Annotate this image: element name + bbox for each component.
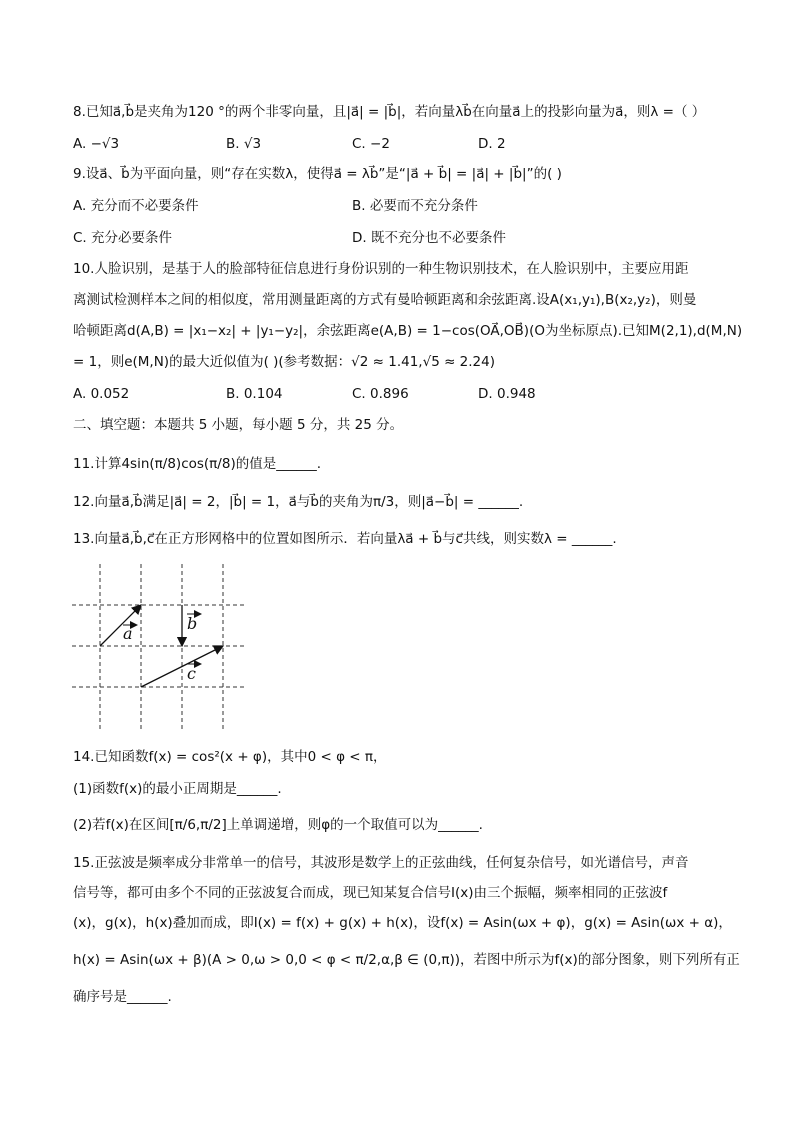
q8-option-a: A. −√3 <box>73 136 120 152</box>
q13-stem: 13.向量a⃗,b⃗,c⃗在正方形网格中的位置如图所示．若向量λa⃗ + b⃗与c⃗共线，则实数λ = ______. <box>73 531 617 547</box>
q15-line-4: h(x) = Asin(ωx + β)(A > 0,ω > 0,0 < φ < π/2,α,β ∈ (0,π))，若图中所示为f(x)的部分图象，则下列所有正 <box>73 952 740 968</box>
q11-stem: 11.计算4sin(π/8)cos(π/8)的值是______. <box>73 456 322 472</box>
q9-option-a: A. 充分而不必要条件 <box>73 198 199 214</box>
vector-grid-figure <box>70 562 250 732</box>
q10-line-3: 哈顿距离d(A,B) = |x₁−x₂| + |y₁−y₂|，余弦距离e(A,B) = 1−cos(OA⃗,OB⃗)(O为坐标原点).已知M(2,1),d(M,N) <box>73 323 743 339</box>
q8-option-b: B. √3 <box>226 136 262 152</box>
q12-stem: 12.向量a⃗,b⃗满足|a⃗| = 2，|b⃗| = 1，a⃗与b⃗的夹角为π/3，则|a⃗−b⃗| = ______. <box>73 494 524 510</box>
q14-stem: 14.已知函数f(x) = cos²(x + φ)，其中0 < φ < π， <box>73 749 387 765</box>
q10-option-d: D. 0.948 <box>478 386 536 402</box>
q15-line-5: 确序号是______. <box>73 989 172 1005</box>
q10-option-b: B. 0.104 <box>226 386 283 402</box>
vector-a-label: a <box>123 624 133 643</box>
vector-c-label: c <box>187 664 196 683</box>
q9-option-b: B. 必要而不充分条件 <box>352 198 478 214</box>
q15-line-2: 信号等，都可由多个不同的正弦波复合而成，现已知某复合信号I(x)由三个振幅，频率相同的正弦波f <box>73 885 668 901</box>
vector-c-arrow <box>141 646 223 687</box>
q9-option-c: C. 充分必要条件 <box>73 230 173 246</box>
q9-option-d: D. 既不充分也不必要条件 <box>352 230 506 246</box>
q10-option-a: A. 0.052 <box>73 386 130 402</box>
q15-line-1: 15.正弦波是频率成分非常单一的信号，其波形是数学上的正弦曲线，任何复杂信号，如光谱信号，声音 <box>73 855 689 871</box>
q9-stem: 9.设a⃗、b⃗为平面向量，则“存在实数λ，使得a⃗ = λb⃗”是“|a⃗ + b⃗| = |a⃗| + |b⃗|”的( ) <box>73 166 562 182</box>
q10-line-2: 离测试检测样本之间的相似度，常用测量距离的方式有曼哈顿距离和余弦距离.设A(x₁,y₁),B(x₂,y₂)，则曼 <box>73 292 697 308</box>
q10-line-4: = 1，则e(M,N)的最大近似值为( )(参考数据：√2 ≈ 1.41,√5 ≈ 2.24) <box>73 354 496 370</box>
q8-option-d: D. 2 <box>478 136 506 152</box>
q8-stem: 8.已知a⃗,b⃗是夹角为120 °的两个非零向量，且|a⃗| = |b⃗|，若向量λb⃗在向量a⃗上的投影向量为a⃗，则λ =（ ） <box>73 104 706 120</box>
q14-part-2: (2)若f(x)在区间[π/6,π/2]上单调递增，则φ的一个取值可以为______. <box>73 817 483 833</box>
q8-option-c: C. −2 <box>352 136 390 152</box>
q14-part-1: (1)函数f(x)的最小正周期是______. <box>73 781 282 797</box>
q10-line-1: 10.人脸识别，是基于人的脸部特征信息进行身份识别的一种生物识别技术，在人脸识别中，主要应用距 <box>73 261 689 277</box>
grid-lines <box>72 564 245 730</box>
section-heading-fill-blank: 二、填空题：本题共 5 小题，每小题 5 分，共 25 分。 <box>73 417 404 433</box>
q10-option-c: C. 0.896 <box>352 386 409 402</box>
q15-line-3: (x)，g(x)，h(x)叠加而成，即I(x) = f(x) + g(x) + h(x)，设f(x) = Asin(ωx + φ)，g(x) = Asin(ωx + α)， <box>73 915 732 931</box>
vector-b-label: b <box>187 614 198 633</box>
